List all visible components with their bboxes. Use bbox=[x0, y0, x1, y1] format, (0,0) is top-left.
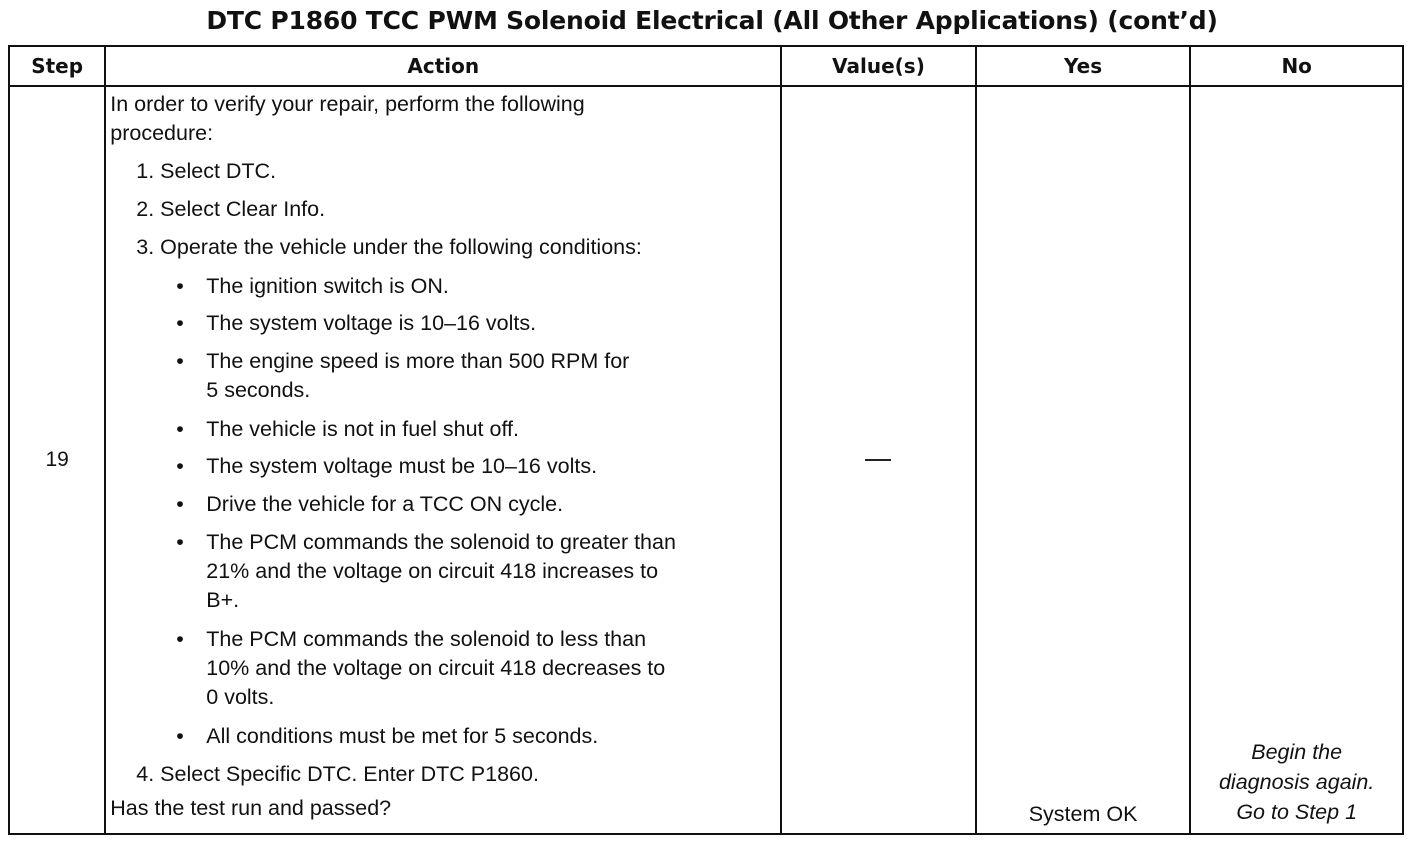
action-intro-line: procedure: bbox=[110, 121, 214, 145]
bullet-icon: • bbox=[176, 530, 184, 554]
condition-text: The system voltage must be 10–16 volts. bbox=[206, 454, 598, 478]
condition-text: The PCM commands the solenoid to greater than bbox=[206, 530, 676, 554]
bullet-icon: • bbox=[176, 417, 184, 441]
condition-text: B+. bbox=[206, 588, 240, 612]
values-text bbox=[891, 451, 892, 452]
step-number: 19 bbox=[9, 86, 105, 834]
yes-result: System OK bbox=[1028, 802, 1138, 826]
bullet-icon: • bbox=[176, 492, 184, 516]
action-question: Has the test run and passed? bbox=[110, 796, 392, 820]
bullet-icon: • bbox=[176, 349, 184, 373]
header-no: No bbox=[1190, 46, 1403, 86]
diagnostic-table bbox=[8, 45, 1404, 835]
table-row bbox=[9, 86, 1403, 834]
procedure-step: 3. Operate the vehicle under the following conditions: bbox=[136, 235, 642, 259]
condition-text: The ignition switch is ON. bbox=[206, 274, 449, 298]
condition-text: 0 volts. bbox=[206, 685, 275, 709]
procedure-step: 1. Select DTC. bbox=[136, 159, 277, 183]
no-result-line: Begin the bbox=[1251, 740, 1343, 764]
header-step: Step bbox=[9, 46, 105, 86]
bullet-icon: • bbox=[176, 311, 184, 335]
condition-text: 10% and the voltage on circuit 418 decreases to bbox=[206, 656, 666, 680]
condition-text: The vehicle is not in fuel shut off. bbox=[206, 417, 519, 441]
no-cell bbox=[1190, 86, 1403, 834]
table-header-row bbox=[9, 46, 1403, 86]
action-intro-line: In order to verify your repair, perform the following bbox=[110, 92, 585, 116]
condition-text: The PCM commands the solenoid to less than bbox=[206, 627, 647, 651]
procedure-step: 2. Select Clear Info. bbox=[136, 197, 326, 221]
yes-cell bbox=[976, 86, 1191, 834]
no-value-dash bbox=[865, 459, 891, 461]
action-cell bbox=[105, 86, 781, 834]
values-cell bbox=[781, 86, 976, 834]
page-title: DTC P1860 TCC PWM Solenoid Electrical (All Other Applications) (cont’d) bbox=[206, 6, 1218, 35]
condition-text: 21% and the voltage on circuit 418 increases to bbox=[206, 559, 659, 583]
no-result-line: Go to Step 1 bbox=[1236, 800, 1358, 824]
bullet-icon: • bbox=[176, 627, 184, 651]
procedure-step: 4. Select Specific DTC. Enter DTC P1860. bbox=[136, 762, 539, 786]
bullet-icon: • bbox=[176, 454, 184, 478]
header-action: Action bbox=[105, 46, 781, 86]
condition-text: 5 seconds. bbox=[206, 378, 311, 402]
condition-text: All conditions must be met for 5 seconds. bbox=[206, 724, 599, 748]
header-values: Value(s) bbox=[781, 46, 976, 86]
no-result bbox=[1191, 737, 1402, 827]
bullet-icon: • bbox=[176, 724, 184, 748]
condition-text: Drive the vehicle for a TCC ON cycle. bbox=[206, 492, 564, 516]
condition-text: The engine speed is more than 500 RPM for bbox=[206, 349, 630, 373]
no-result-line: diagnosis again. bbox=[1218, 770, 1375, 794]
header-yes: Yes bbox=[976, 46, 1191, 86]
condition-text: The system voltage is 10–16 volts. bbox=[206, 311, 537, 335]
bullet-icon: • bbox=[176, 274, 184, 298]
